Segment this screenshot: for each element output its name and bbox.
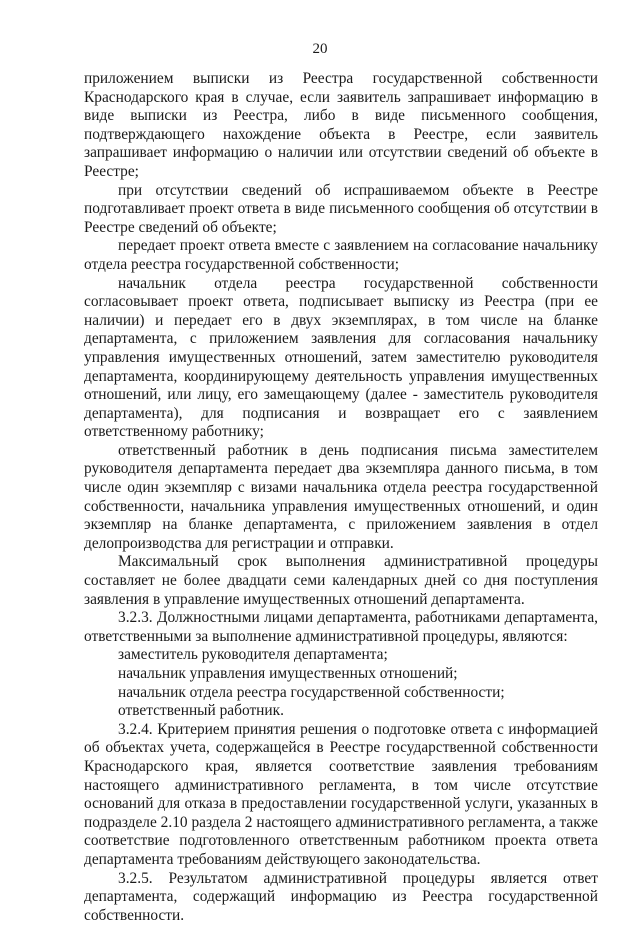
document-body [84,70,598,925]
paragraph: начальник управления имущественных отношений; [118,665,458,682]
paragraph: приложением выписки из Реестра государственной собственности Краснодарского края в случае, если заявитель запрашивает информацию в виде выписки из Реестра, либо в виде письменного сообщения, подтверждающего нахождение объекта в Реестре, если заявитель запрашивает информацию о наличии или отсутствии сведений об объекте в Реестре; [84,70,598,180]
paragraph: начальник отдела реестра государственной собственности; [118,683,505,701]
paragraph: 3.2.4. Критерием принятия решения о подготовке ответа с информацией об объектах учета, содержащейся в Реестре государственной собственности Краснодарского края, является соответствие заявления требованиям настоящего административного регламента, в том числе отсутствие оснований для отказа в предоставлении государственной услуги, указанных в подразделе 2.10 раздела 2 настоящего административного регламента, а также соответствие подготовленного ответственным работником проекта ответа департамента требованиям действующего законодательства. [84,720,598,868]
paragraph: передает проект ответа вместе с заявлением на согласование начальнику отдела реестра государственной собственности; [84,237,598,273]
paragraph: заместитель руководителя департамента; [118,646,388,664]
paragraph: при отсутствии сведений об испрашиваемом объекте в Реестре подготавливает проект ответа в виде письменного сообщения об отсутствии в Реестре сведений об объекте; [84,181,598,236]
paragraph: ответственный работник в день подписания письма заместителем руководителя департамента передает два экземпляра данного письма, в том числе один экземпляр с визами начальника отдела реестра государственной собственности, начальника управления имущественных отношений, и один экземпляр на бланке департамента, с приложением заявления в отдел делопроизводства для регистрации и отправки. [84,441,598,552]
page-number: 20 [312,41,328,57]
paragraph: 3.2.5. Результатом административной процедуры является ответ департамента, содержащий информацию из Реестра государственной собственности. [84,869,598,924]
paragraph: начальник отдела реестра государственной собственности согласовывает проект ответа, подписывает выписку из Реестра (при ее наличии) и передает его в двух экземплярах, в том числе на бланке департамента, с приложением заявления для согласования начальнику управления имущественных отношений, затем заместителю руководителя департамента, координирующему деятельность управления имущественных отношений, или лицу, его замещающему (далее - заместитель руководителя департамента), для подписания и возвращает его с заявлением ответственному работнику; [84,274,598,441]
paragraph: 3.2.3. Должностными лицами департамента, работниками департамента, ответственными за выполнение административной процедуры, являются: [84,609,598,645]
paragraph: ответственный работник. [118,702,284,720]
paragraph: Максимальный срок выполнения административной процедуры составляет не более двадцати семи календарных дней со дня поступления заявления в управление имущественных отношений департамента. [84,553,598,608]
